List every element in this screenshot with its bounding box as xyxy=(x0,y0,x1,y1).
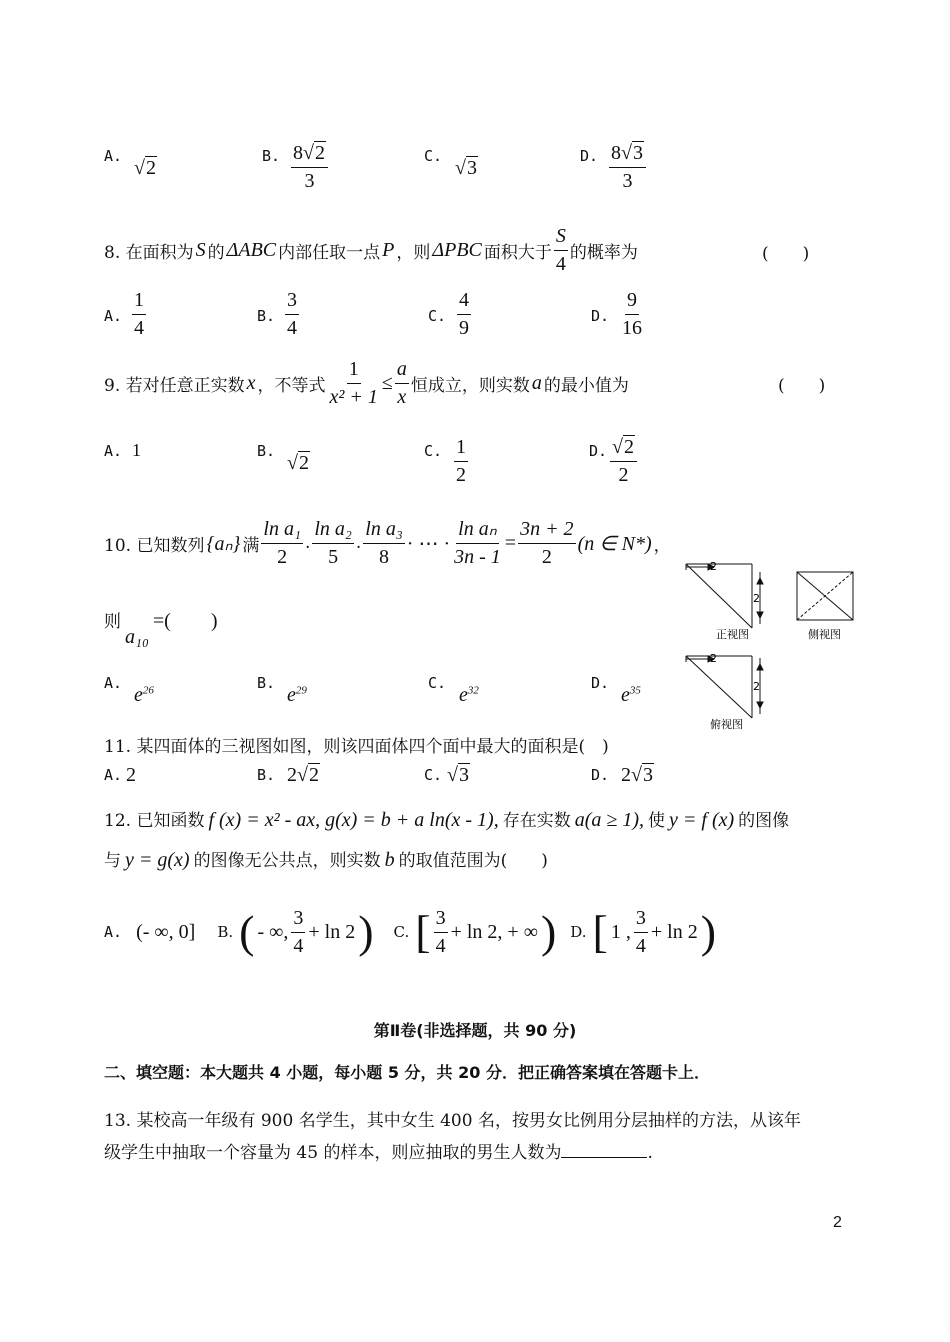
q8-option-a-label: A. xyxy=(104,307,123,325)
q7-option-a-label: A. xyxy=(104,147,123,165)
q12-options xyxy=(104,902,716,962)
q11-option-a-value: 2 xyxy=(126,764,136,786)
q8-answer-paren: ( ) xyxy=(762,244,810,264)
question-10-line2: 则 a₁₀ =( ) xyxy=(104,610,218,648)
q9-option-b-label: B. xyxy=(257,442,276,460)
q12-option-c-value: [ $\frac{3}{4}$ + ln 2, + ∞ ) xyxy=(415,906,557,957)
front-view-label: 正视图 xyxy=(716,628,749,641)
top-width-label: 2 xyxy=(710,652,717,665)
q9-fraction-right: $\frac{a}{x}$ xyxy=(396,357,407,408)
three-view-figure xyxy=(680,558,860,738)
question-8-stem: 8. 在面积为 S 的 ΔABC 内部任取一点 P ，则 ΔPBC 面积大于 $\frac{S}{4}$ 的概率为 xyxy=(104,224,638,275)
q7-option-d-label: D. xyxy=(580,147,599,165)
q8-fraction: $\frac{S}{4}$ xyxy=(555,224,566,275)
question-12-line1: 12. 已知函数 f (x) = x² - ax, g(x) = b + a ln(x - 1), 存在实数 a(a ≥ 1), 使 y = f (x) 的图像 xyxy=(104,809,790,831)
q10-option-c-label: C. xyxy=(428,674,447,692)
question-13-line2: 级学生中抽取一个容量为 45 的样本，则应抽取的男生人数为 . xyxy=(104,1143,653,1163)
q8-option-b-label: B. xyxy=(257,307,276,325)
q8-option-c-fraction: $\frac{4}{9}$ xyxy=(459,289,469,339)
q10-option-a-value: $e^{26}$ xyxy=(134,684,154,706)
q10-option-b-label: B. xyxy=(257,674,276,692)
q8-option-a-fraction: $\frac{1}{4}$ xyxy=(134,289,144,339)
section-2-title: 第Ⅱ卷(非选择题，共 90 分) xyxy=(373,1021,577,1040)
question-13-line1: 13. 某校高一年级有 900 名学生，其中女生 400 名，按男女比例用分层抽样的方法，从该年 xyxy=(104,1111,801,1131)
q9-option-b-value: √2 xyxy=(287,452,309,474)
q9-answer-paren: ( ) xyxy=(778,376,826,396)
q12-option-c-label: C. xyxy=(393,923,410,941)
q7-option-d-fraction: $\frac{8√3}{3}$ xyxy=(609,142,646,193)
q11-option-d-value: 2√3 xyxy=(621,764,653,786)
q11-option-b-label: B. xyxy=(257,766,276,784)
q9-fraction-left: $\frac{1}{\text{x² + 1}}$ xyxy=(329,357,378,408)
q8-option-b-fraction: $\frac{3}{4}$ xyxy=(287,289,297,339)
page-number: 2 xyxy=(833,1214,842,1231)
q7-option-b-fraction: $\frac{8√2}{3}$ xyxy=(291,142,328,193)
q10-option-a-label: A. xyxy=(104,674,123,692)
side-view xyxy=(797,572,853,620)
q10-option-b-value: $e^{29}$ xyxy=(287,684,307,706)
top-height-label: 2 xyxy=(753,680,760,693)
q12-option-b-label: B. xyxy=(217,923,234,941)
q12-option-d-value: [ 1 , $\frac{3}{4}$ + ln 2 ) xyxy=(592,906,717,957)
q8-option-c-label: C. xyxy=(428,307,447,325)
q9-option-d-label: D. xyxy=(589,442,608,460)
question-9-stem: 9. 若对任意正实数 x ，不等式 $\frac{1}{\text{x² + 1}}$ ≤ $\frac{a}{x}$ 恒成立，则实数 a 的最小值为 xyxy=(104,357,629,408)
q8-option-d-label: D. xyxy=(591,307,610,325)
q13-answer-blank xyxy=(561,1143,647,1158)
q12-option-b-value: ( - ∞, $\frac{3}{4}$ + ln 2 ) xyxy=(239,906,374,957)
side-view-label: 侧视图 xyxy=(808,628,841,641)
question-10-stem: 10. 已知数列 {aₙ} 满 $\frac{\text{ln a₁}}{2}$ . $\frac{\text{ln a₂}}{5}$ . $\frac{\text{ln a₃}}{8}$ · ⋯ · $\frac{\text{ln aₙ}}{3n - 1}$ = $\frac{3n + 2}{2}$ (n ∈ N*) ， xyxy=(104,517,671,568)
section-2-heading: 二、填空题：本大题共 4 小题，每小题 5 分，共 20 分．把正确答案填在答题卡上． xyxy=(104,1063,710,1082)
q12-option-a-label: A. xyxy=(104,923,123,941)
q7-option-c-value: √3 xyxy=(455,157,477,179)
q9-option-d-fraction: $\frac{√2}{2}$ xyxy=(610,436,637,487)
q11-option-a-label: A. xyxy=(104,766,123,784)
q12-option-a-value: (- ∞, 0] xyxy=(136,920,196,943)
q9-option-a-value: 1 xyxy=(132,440,141,460)
q7-option-b-label: B. xyxy=(262,147,281,165)
q8-option-d-fraction: $\frac{9}{16}$ xyxy=(622,289,642,339)
q9-option-c-label: C. xyxy=(424,442,443,460)
question-11-stem: 11. 某四面体的三视图如图，则该四面体四个面中最大的面积是( ) xyxy=(104,737,609,757)
top-view-label: 俯视图 xyxy=(710,718,743,731)
front-view xyxy=(686,564,763,628)
q10-option-d-value: $e^{35}$ xyxy=(621,684,641,706)
q10-option-d-label: D. xyxy=(591,674,610,692)
q11-option-b-value: 2√2 xyxy=(287,764,319,786)
q11-option-c-value: √3 xyxy=(447,764,469,786)
q9-option-c-fraction: $\frac{1}{2}$ xyxy=(456,436,466,486)
q12-option-d-label: D. xyxy=(570,923,587,941)
front-height-label: 2 xyxy=(753,592,760,605)
q7-option-c-label: C. xyxy=(424,147,443,165)
q7-option-a-value: √2 xyxy=(134,157,156,179)
q11-option-d-label: D. xyxy=(591,766,610,784)
q11-option-c-label: C. xyxy=(424,766,443,784)
q10-option-c-value: $e^{32}$ xyxy=(459,684,479,706)
question-12-line2: 与 y = g(x) 的图像无公共点，则实数 b 的取值范围为( ) xyxy=(104,849,548,871)
q9-option-a-label: A. xyxy=(104,442,123,460)
top-view xyxy=(686,656,763,718)
front-width-label: 2 xyxy=(710,560,717,573)
